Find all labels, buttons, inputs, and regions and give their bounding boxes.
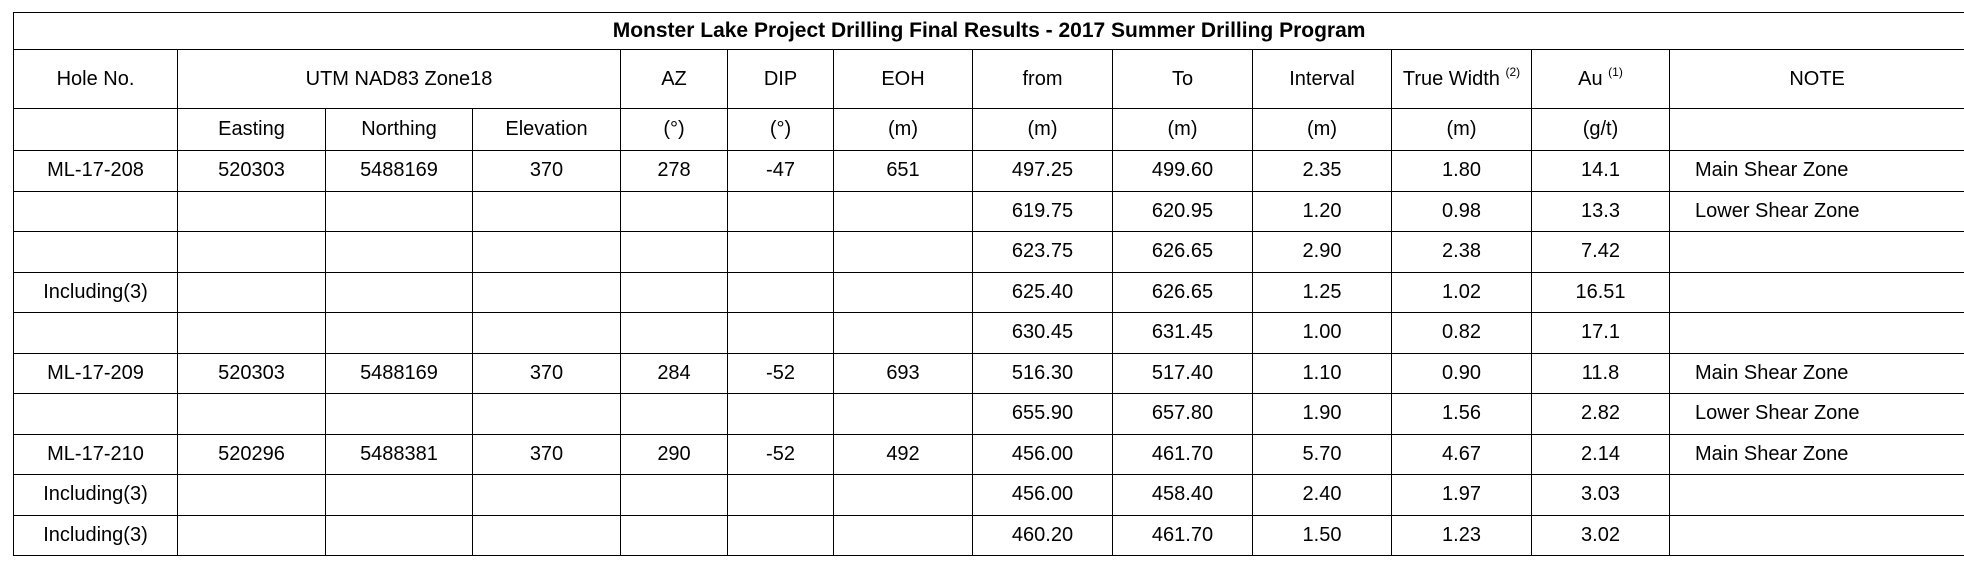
table-row — [14, 191, 1964, 232]
header-true-width — [1392, 50, 1532, 109]
table-row — [14, 434, 1964, 475]
cell-dip — [728, 313, 834, 354]
cell-northing — [326, 232, 473, 273]
cell-hole: Including(3) — [14, 272, 178, 313]
cell-eoh: 492 — [834, 434, 973, 475]
table-row — [14, 151, 1964, 192]
cell-note: Main Shear Zone — [1670, 353, 1964, 394]
unit-interval: (m) — [1253, 109, 1392, 151]
cell-to: 620.95 — [1113, 191, 1253, 232]
header-eoh: EOH — [834, 50, 973, 109]
cell-dip — [728, 475, 834, 516]
cell-az — [621, 232, 728, 273]
cell-interval: 1.90 — [1253, 394, 1392, 435]
cell-eoh: 693 — [834, 353, 973, 394]
cell-note — [1670, 313, 1964, 354]
unit-au: (g/t) — [1532, 109, 1670, 151]
cell-elevation: 370 — [473, 151, 621, 192]
cell-au: 16.51 — [1532, 272, 1670, 313]
cell-az — [621, 272, 728, 313]
cell-hole — [14, 232, 178, 273]
cell-northing — [326, 515, 473, 556]
cell-interval: 1.00 — [1253, 313, 1392, 354]
cell-eoh — [834, 232, 973, 273]
cell-northing — [326, 394, 473, 435]
table-row — [14, 475, 1964, 516]
cell-note — [1670, 515, 1964, 556]
cell-au: 3.03 — [1532, 475, 1670, 516]
cell-from: 619.75 — [973, 191, 1113, 232]
cell-hole: Including(3) — [14, 475, 178, 516]
cell-true-width: 0.98 — [1392, 191, 1532, 232]
unit-note — [1670, 109, 1964, 151]
cell-hole: ML-17-210 — [14, 434, 178, 475]
cell-hole: ML-17-209 — [14, 353, 178, 394]
cell-eoh — [834, 394, 973, 435]
cell-from: 456.00 — [973, 475, 1113, 516]
cell-northing: 5488381 — [326, 434, 473, 475]
cell-dip — [728, 272, 834, 313]
cell-interval: 5.70 — [1253, 434, 1392, 475]
unit-dip: (°) — [728, 109, 834, 151]
cell-easting — [178, 515, 326, 556]
cell-dip: -52 — [728, 353, 834, 394]
cell-hole — [14, 394, 178, 435]
cell-true-width: 1.23 — [1392, 515, 1532, 556]
cell-elevation — [473, 515, 621, 556]
table-row — [14, 515, 1964, 556]
cell-au: 3.02 — [1532, 515, 1670, 556]
cell-easting — [178, 232, 326, 273]
table-row — [14, 394, 1964, 435]
header-true-width-label: True Width — [1402, 67, 1500, 90]
cell-to: 657.80 — [1113, 394, 1253, 435]
cell-from: 497.25 — [973, 151, 1113, 192]
cell-dip — [728, 232, 834, 273]
cell-true-width: 2.38 — [1392, 232, 1532, 273]
header-from: from — [973, 50, 1113, 109]
table-row — [14, 313, 1964, 354]
cell-hole — [14, 191, 178, 232]
cell-az — [621, 515, 728, 556]
cell-eoh — [834, 475, 973, 516]
cell-easting — [178, 191, 326, 232]
cell-note: Lower Shear Zone — [1670, 191, 1964, 232]
cell-au: 2.14 — [1532, 434, 1670, 475]
cell-eoh — [834, 515, 973, 556]
cell-az — [621, 394, 728, 435]
subheader-elevation: Elevation — [473, 109, 621, 151]
table-row — [14, 272, 1964, 313]
cell-az: 278 — [621, 151, 728, 192]
cell-dip — [728, 394, 834, 435]
table-title: Monster Lake Project Drilling Final Results - 2017 Summer Drilling Program — [14, 13, 1964, 50]
cell-to: 626.65 — [1113, 272, 1253, 313]
cell-true-width: 0.90 — [1392, 353, 1532, 394]
cell-from: 456.00 — [973, 434, 1113, 475]
subheader-easting: Easting — [178, 109, 326, 151]
cell-northing — [326, 475, 473, 516]
footnote-2-marker: (2) — [1505, 64, 1521, 79]
title-row — [14, 13, 1964, 50]
cell-to: 499.60 — [1113, 151, 1253, 192]
cell-true-width: 1.56 — [1392, 394, 1532, 435]
unit-hole-no — [14, 109, 178, 151]
cell-to: 461.70 — [1113, 434, 1253, 475]
drilling-results-table — [13, 12, 1964, 556]
cell-interval: 1.10 — [1253, 353, 1392, 394]
cell-eoh: 651 — [834, 151, 973, 192]
cell-true-width: 1.02 — [1392, 272, 1532, 313]
cell-elevation: 370 — [473, 353, 621, 394]
cell-au: 13.3 — [1532, 191, 1670, 232]
cell-au: 2.82 — [1532, 394, 1670, 435]
unit-az: (°) — [621, 109, 728, 151]
header-au — [1532, 50, 1670, 109]
cell-hole — [14, 313, 178, 354]
cell-elevation — [473, 313, 621, 354]
cell-note: Lower Shear Zone — [1670, 394, 1964, 435]
cell-dip: -47 — [728, 151, 834, 192]
cell-interval: 1.20 — [1253, 191, 1392, 232]
cell-au: 7.42 — [1532, 232, 1670, 273]
cell-true-width: 4.67 — [1392, 434, 1532, 475]
cell-au: 17.1 — [1532, 313, 1670, 354]
cell-from: 623.75 — [973, 232, 1113, 273]
cell-elevation: 370 — [473, 434, 621, 475]
cell-az: 290 — [621, 434, 728, 475]
footnote-1-marker: (1) — [1608, 64, 1623, 79]
header-row — [14, 50, 1964, 109]
cell-to: 458.40 — [1113, 475, 1253, 516]
header-note: NOTE — [1670, 50, 1964, 109]
cell-interval: 1.25 — [1253, 272, 1392, 313]
cell-elevation — [473, 191, 621, 232]
cell-northing — [326, 191, 473, 232]
cell-az: 284 — [621, 353, 728, 394]
cell-dip — [728, 515, 834, 556]
cell-easting — [178, 313, 326, 354]
cell-dip — [728, 191, 834, 232]
cell-easting — [178, 475, 326, 516]
cell-from: 630.45 — [973, 313, 1113, 354]
cell-from: 460.20 — [973, 515, 1113, 556]
cell-easting: 520303 — [178, 353, 326, 394]
cell-eoh — [834, 272, 973, 313]
cell-interval: 1.50 — [1253, 515, 1392, 556]
cell-eoh — [834, 313, 973, 354]
header-dip: DIP — [728, 50, 834, 109]
header-az: AZ — [621, 50, 728, 109]
cell-hole: Including(3) — [14, 515, 178, 556]
header-interval: Interval — [1253, 50, 1392, 109]
cell-northing — [326, 313, 473, 354]
cell-az — [621, 475, 728, 516]
cell-elevation — [473, 232, 621, 273]
cell-interval: 2.90 — [1253, 232, 1392, 273]
cell-from: 655.90 — [973, 394, 1113, 435]
subheader-northing: Northing — [326, 109, 473, 151]
header-to: To — [1113, 50, 1253, 109]
header-hole-no: Hole No. — [14, 50, 178, 109]
cell-note: Main Shear Zone — [1670, 434, 1964, 475]
cell-au: 11.8 — [1532, 353, 1670, 394]
cell-northing: 5488169 — [326, 151, 473, 192]
cell-interval: 2.40 — [1253, 475, 1392, 516]
cell-interval: 2.35 — [1253, 151, 1392, 192]
cell-northing: 5488169 — [326, 353, 473, 394]
cell-true-width: 1.80 — [1392, 151, 1532, 192]
cell-note — [1670, 475, 1964, 516]
table-row — [14, 232, 1964, 273]
cell-elevation — [473, 272, 621, 313]
cell-note — [1670, 232, 1964, 273]
cell-true-width: 0.82 — [1392, 313, 1532, 354]
cell-eoh — [834, 191, 973, 232]
cell-dip: -52 — [728, 434, 834, 475]
cell-az — [621, 313, 728, 354]
header-au-label: Au — [1578, 67, 1603, 90]
unit-row — [14, 109, 1964, 151]
cell-to: 517.40 — [1113, 353, 1253, 394]
unit-to: (m) — [1113, 109, 1253, 151]
cell-easting — [178, 394, 326, 435]
unit-eoh: (m) — [834, 109, 973, 151]
cell-true-width: 1.97 — [1392, 475, 1532, 516]
cell-az — [621, 191, 728, 232]
cell-from: 625.40 — [973, 272, 1113, 313]
unit-true-width: (m) — [1392, 109, 1532, 151]
cell-note — [1670, 272, 1964, 313]
header-utm: UTM NAD83 Zone18 — [178, 50, 621, 109]
cell-to: 461.70 — [1113, 515, 1253, 556]
cell-easting: 520296 — [178, 434, 326, 475]
cell-northing — [326, 272, 473, 313]
cell-note: Main Shear Zone — [1670, 151, 1964, 192]
cell-elevation — [473, 475, 621, 516]
cell-to: 626.65 — [1113, 232, 1253, 273]
unit-from: (m) — [973, 109, 1113, 151]
cell-easting: 520303 — [178, 151, 326, 192]
cell-from: 516.30 — [973, 353, 1113, 394]
cell-elevation — [473, 394, 621, 435]
table-row — [14, 353, 1964, 394]
cell-easting — [178, 272, 326, 313]
cell-to: 631.45 — [1113, 313, 1253, 354]
cell-hole: ML-17-208 — [14, 151, 178, 192]
cell-au: 14.1 — [1532, 151, 1670, 192]
